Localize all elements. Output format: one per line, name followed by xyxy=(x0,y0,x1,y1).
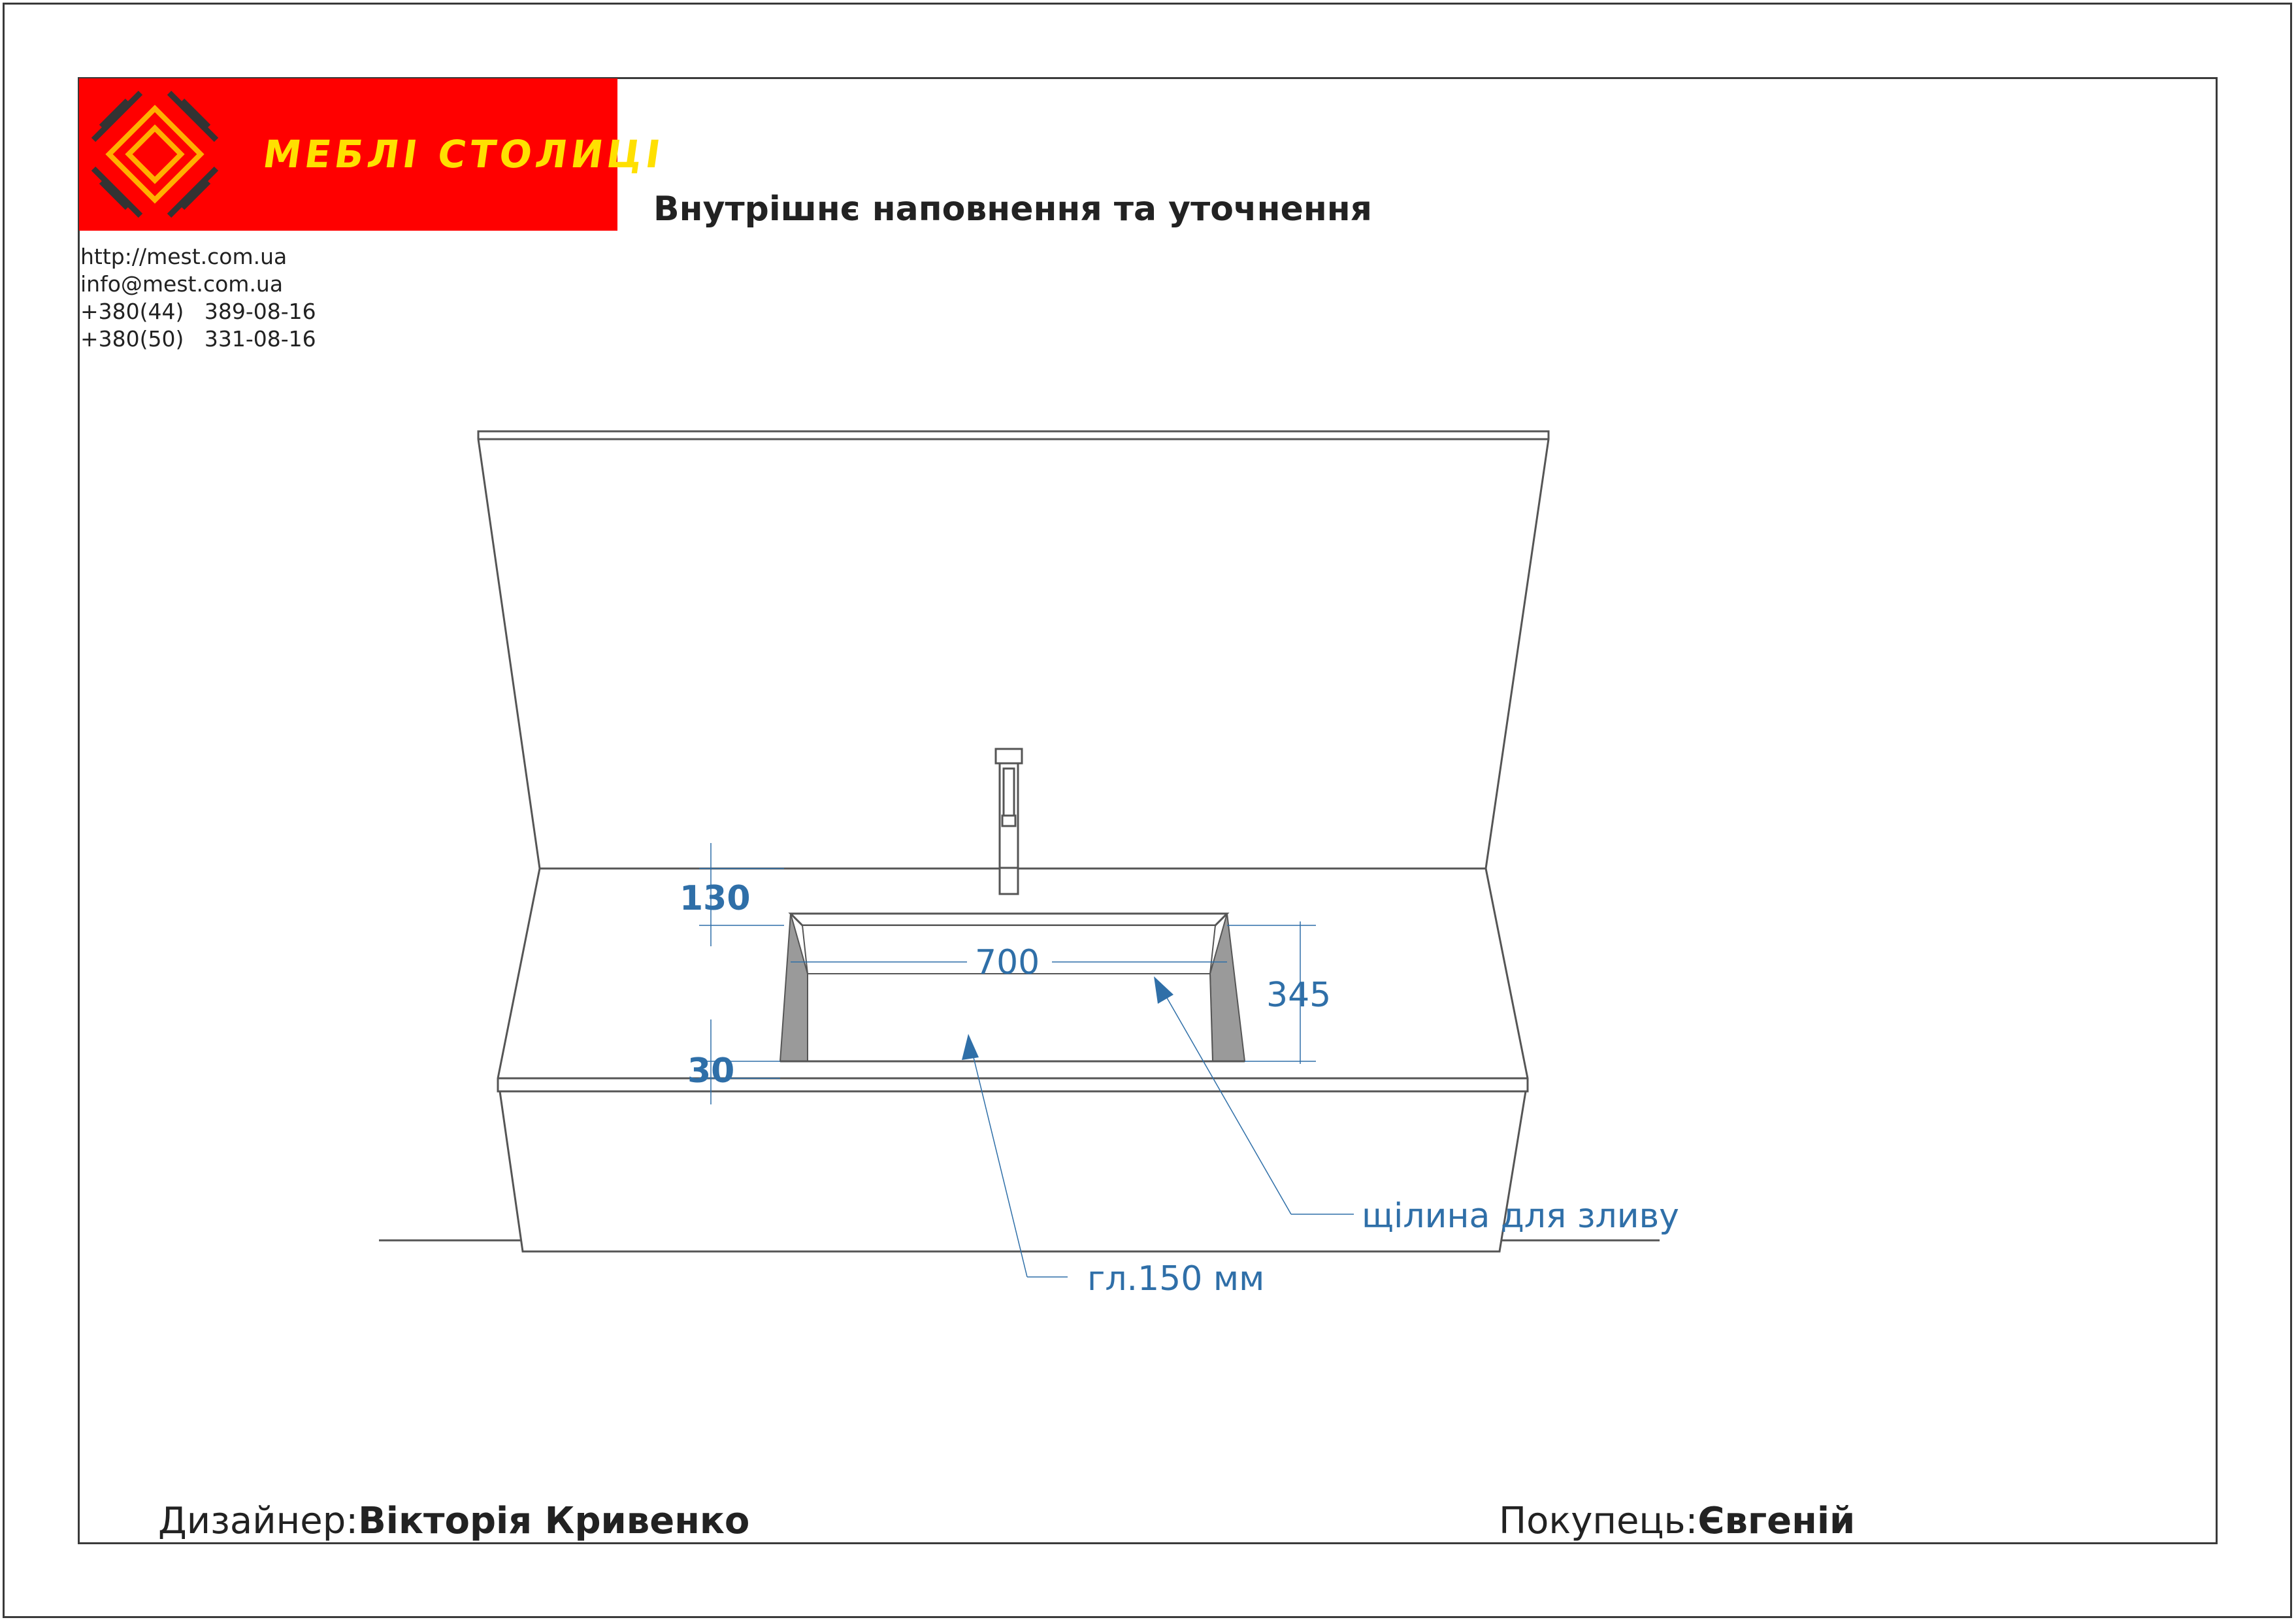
dimension-345-label: 345 xyxy=(1266,976,1332,1015)
customer-name: Євгеній xyxy=(1697,1500,1856,1542)
drain-slot-label: щілина для зливу xyxy=(1362,1197,1679,1236)
customer-label: Покупець: xyxy=(1499,1500,1698,1542)
dimension-130-label: 130 xyxy=(680,879,751,918)
designer-credit xyxy=(158,1500,749,1542)
contact-phone-1: +380(44) 389-08-16 xyxy=(80,299,316,324)
designer-label: Дизайнер: xyxy=(158,1500,359,1542)
logo-company-name: МЕБЛІ СТОЛИЦІ xyxy=(260,132,667,176)
customer-credit xyxy=(1499,1500,1855,1542)
faucet-icon xyxy=(996,749,1022,894)
dimension-700-label: 700 xyxy=(975,943,1040,982)
sink-bottom xyxy=(808,974,1213,1061)
contact-phone-2: +380(50) 331-08-16 xyxy=(80,326,316,352)
dimension-30-label: 30 xyxy=(687,1051,735,1091)
contact-website[interactable]: http://mest.com.ua xyxy=(80,244,287,269)
page-title: Внутрішнє наповнення та уточнення xyxy=(653,190,1373,229)
depth-note-label: гл.150 мм xyxy=(1087,1259,1265,1299)
designer-name: Вікторія Кривенко xyxy=(358,1500,750,1542)
contact-email[interactable]: info@mest.com.ua xyxy=(80,271,284,297)
sink-back-wall xyxy=(791,914,1227,925)
